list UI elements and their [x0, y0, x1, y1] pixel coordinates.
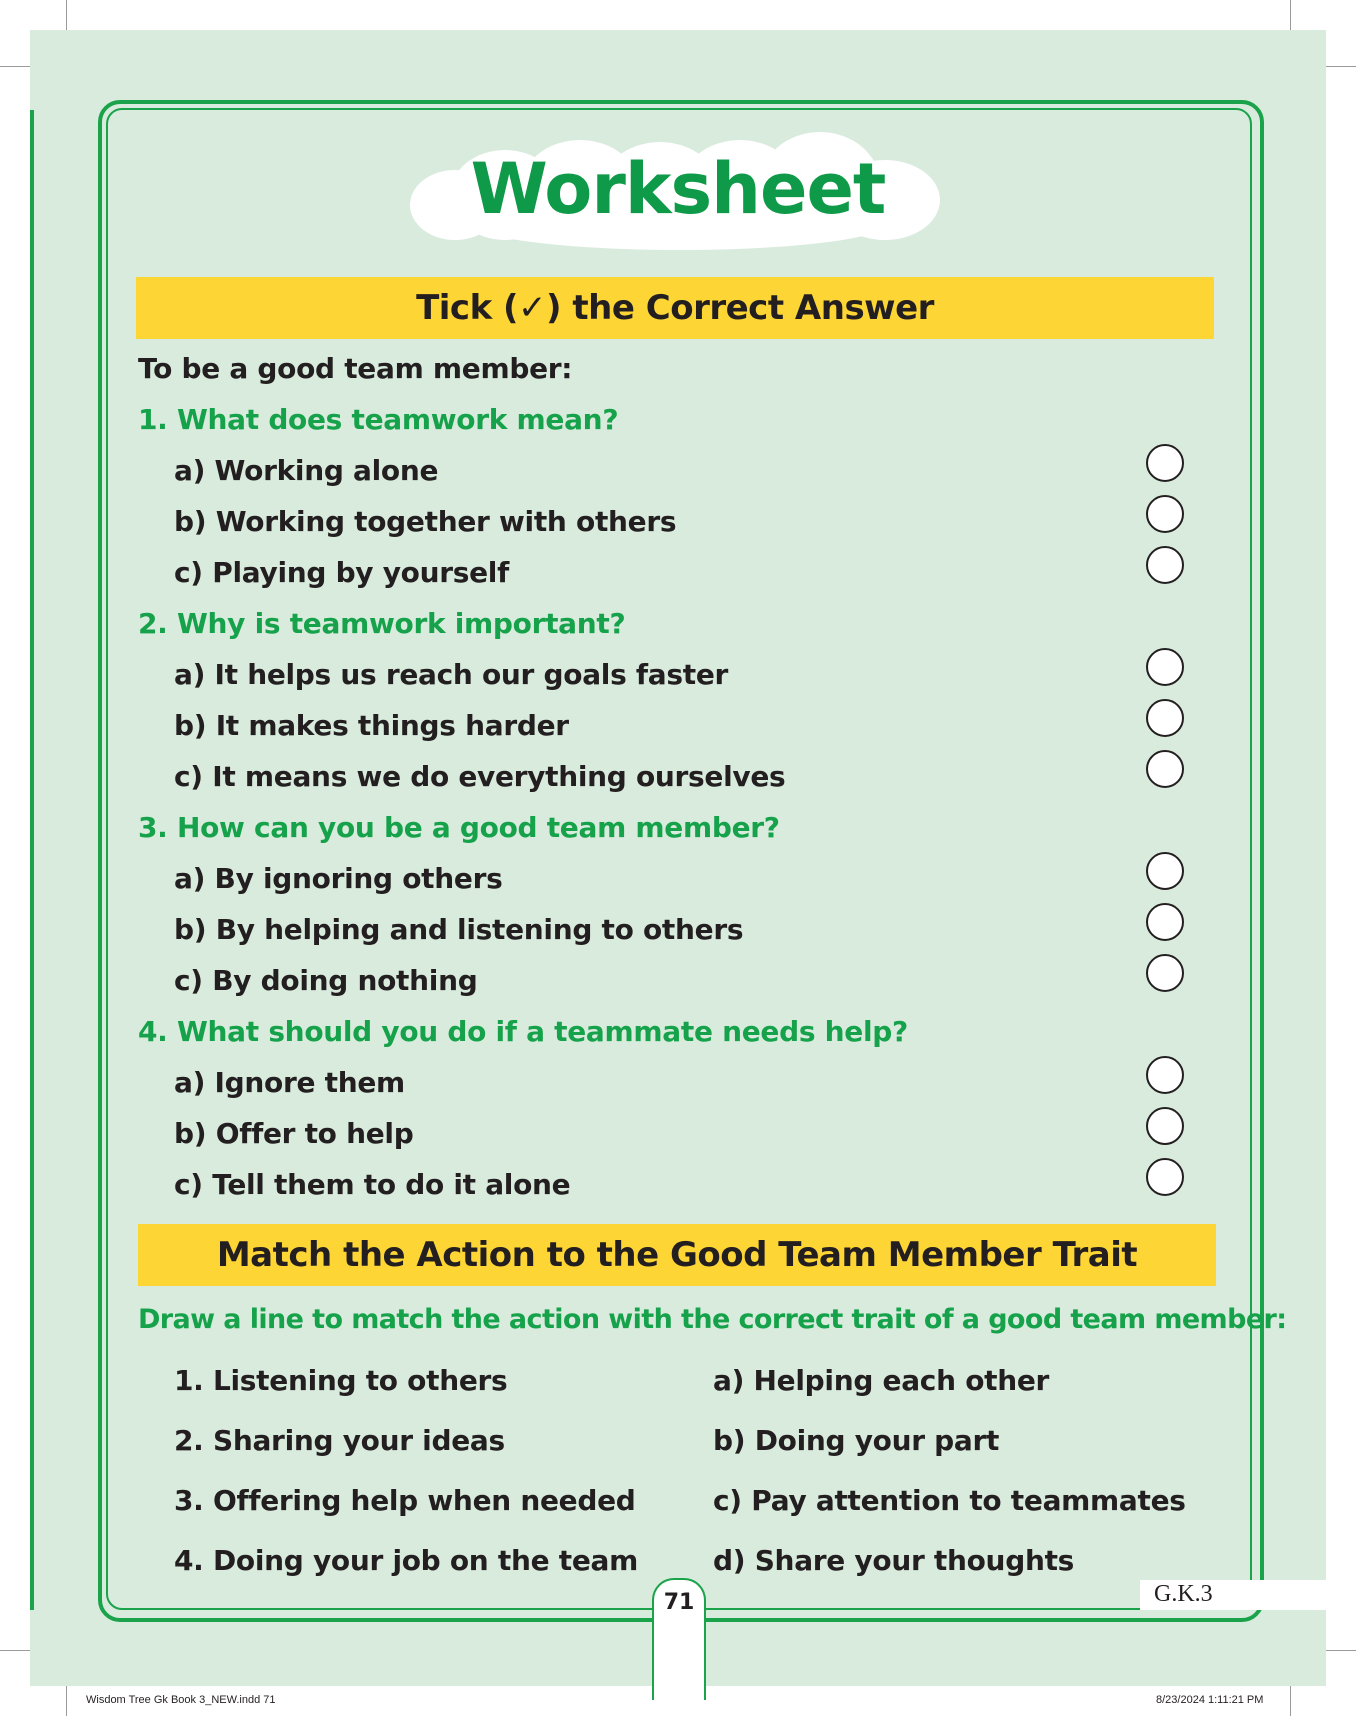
book-code-label	[1140, 1580, 1326, 1610]
page-title: Worksheet	[470, 148, 886, 230]
crop-mark	[66, 1686, 67, 1716]
action-item[interactable]: 3. Offering help when needed	[174, 1484, 636, 1517]
answer-circle[interactable]	[1146, 1158, 1184, 1196]
option-label: c) It means we do everything ourselves	[174, 760, 786, 793]
answer-circle[interactable]	[1146, 852, 1184, 890]
question-label: 4. What should you do if a teammate needs help?	[138, 1015, 908, 1048]
book-code: G.K.3	[1154, 1581, 1213, 1607]
page-number: 71	[663, 1590, 695, 1615]
answer-circle[interactable]	[1146, 1056, 1184, 1094]
action-item[interactable]: 1. Listening to others	[174, 1364, 508, 1397]
action-item[interactable]: 4. Doing your job on the team	[174, 1544, 638, 1577]
question-label: 1. What does teamwork mean?	[138, 403, 619, 436]
match-instruction: Draw a line to match the action with the correct trait of a good team member:	[138, 1304, 1287, 1335]
option-label: b) Offer to help	[174, 1117, 414, 1150]
trait-item[interactable]: d) Share your thoughts	[713, 1544, 1075, 1577]
option-label: c) By doing nothing	[174, 964, 478, 997]
section-heading-tick: Tick (✓) the Correct Answer	[136, 277, 1214, 339]
option-label: c) Playing by yourself	[174, 556, 509, 589]
answer-circle[interactable]	[1146, 750, 1184, 788]
option-label: a) It helps us reach our goals faster	[174, 658, 729, 691]
answer-circle[interactable]	[1146, 648, 1184, 686]
crop-mark	[0, 1650, 30, 1651]
question-label: 3. How can you be a good team member?	[138, 811, 780, 844]
option-label: b) It makes things harder	[174, 709, 569, 742]
footer-timestamp: 8/23/2024 1:11:21 PM	[1156, 1694, 1264, 1706]
answer-circle[interactable]	[1146, 444, 1184, 482]
question-label: 2. Why is teamwork important?	[138, 607, 626, 640]
crop-mark	[0, 66, 30, 67]
crop-mark	[1326, 66, 1356, 67]
trait-item[interactable]: b) Doing your part	[713, 1424, 1000, 1457]
answer-circle[interactable]	[1146, 546, 1184, 584]
crop-mark	[66, 0, 67, 30]
crop-mark	[1326, 1650, 1356, 1651]
page-edge-tab	[30, 110, 34, 1610]
option-label: b) By helping and listening to others	[174, 913, 744, 946]
trait-item[interactable]: c) Pay attention to teammates	[713, 1484, 1186, 1517]
crop-mark	[1290, 1686, 1291, 1716]
answer-circle[interactable]	[1146, 1107, 1184, 1145]
trait-item[interactable]: a) Helping each other	[713, 1364, 1050, 1397]
section-intro: To be a good team member:	[138, 352, 573, 385]
section-heading-match: Match the Action to the Good Team Member Trait	[138, 1224, 1216, 1286]
option-label: a) Working alone	[174, 454, 439, 487]
option-label: a) By ignoring others	[174, 862, 503, 895]
crop-mark	[1290, 0, 1291, 30]
answer-circle[interactable]	[1146, 954, 1184, 992]
action-item[interactable]: 2. Sharing your ideas	[174, 1424, 505, 1457]
footer-file: Wisdom Tree Gk Book 3_NEW.indd 71	[86, 1694, 276, 1706]
answer-circle[interactable]	[1146, 699, 1184, 737]
option-label: a) Ignore them	[174, 1066, 405, 1099]
option-label: b) Working together with others	[174, 505, 677, 538]
answer-circle[interactable]	[1146, 903, 1184, 941]
option-label: c) Tell them to do it alone	[174, 1168, 571, 1201]
answer-circle[interactable]	[1146, 495, 1184, 533]
